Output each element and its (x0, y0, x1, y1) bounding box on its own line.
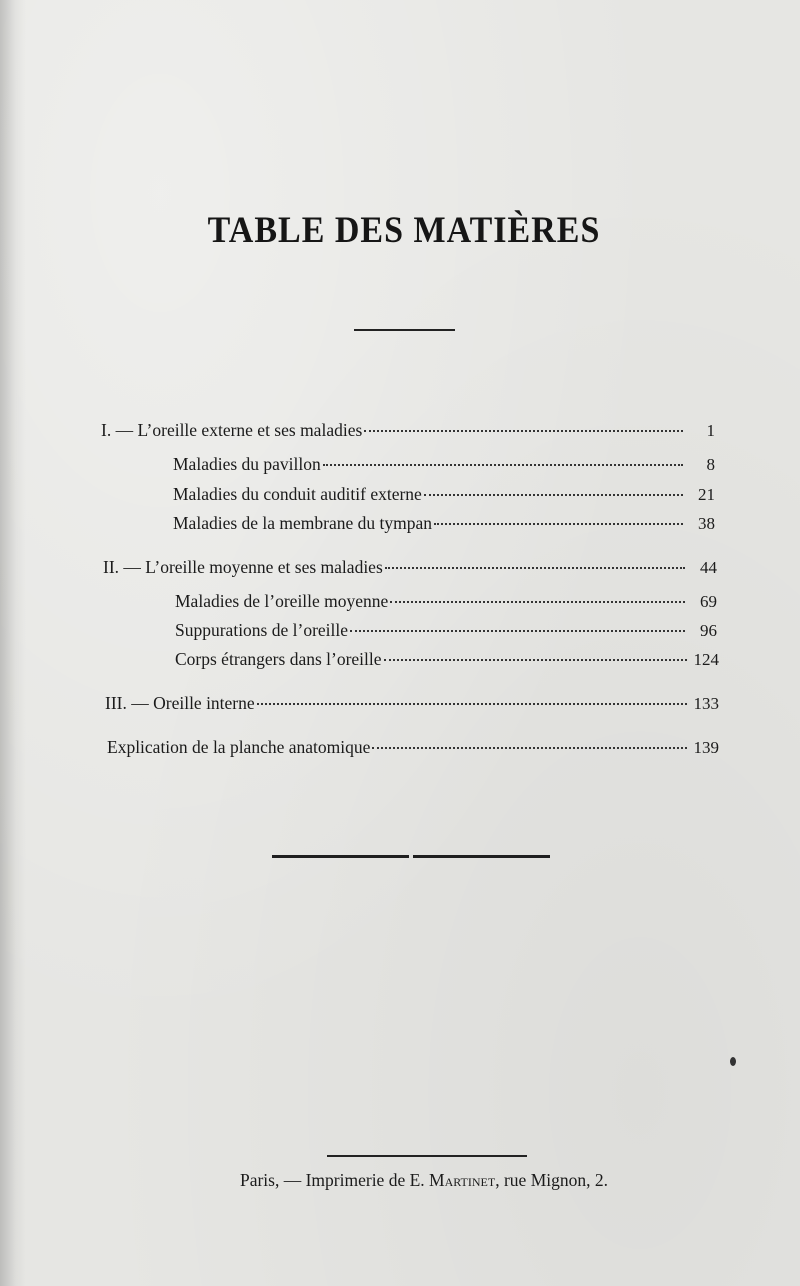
toc-entry (103, 557, 717, 581)
toc-leader-dots (434, 523, 683, 525)
title-rule (354, 329, 455, 331)
toc-entry (105, 693, 719, 717)
toc-entry-page: 69 (700, 592, 717, 611)
toc-entry-page: 1 (706, 421, 715, 440)
toc-entry-page: 133 (693, 694, 719, 713)
toc-entry-label: I. — L’oreille externe et ses maladies (101, 420, 363, 440)
section-end-rule-right (413, 855, 550, 858)
toc-entry-page: 96 (700, 621, 717, 640)
section-end-rule-left (272, 855, 409, 858)
toc-entry-label: Maladies du conduit auditif externe (173, 484, 422, 504)
toc-leader-dots (257, 703, 687, 705)
toc-entry-label: Explication de la planche anatomique (107, 737, 371, 757)
toc-entry-page: 139 (693, 738, 719, 757)
toc-leader-dots (385, 567, 685, 569)
toc-leader-dots (350, 630, 685, 632)
toc-entry (173, 454, 715, 478)
imprint-printer-name: Martinet (429, 1170, 496, 1190)
printer-imprint (0, 1170, 800, 1191)
section-end-rule (272, 855, 550, 859)
imprint-text-before: Paris, — Imprimerie de E. (239, 1170, 430, 1190)
toc-entry-page: 38 (698, 514, 715, 533)
page-gutter-shadow (0, 0, 26, 1286)
toc-entry-label: II. — L’oreille moyenne et ses maladies (103, 557, 383, 577)
imprint-rule (327, 1155, 527, 1157)
ink-speck (730, 1057, 736, 1066)
toc-leader-dots (424, 494, 683, 496)
toc-entry-page: 124 (693, 650, 719, 669)
toc-leader-dots (390, 601, 685, 603)
page-title: TABLE DES MATIÈRES (207, 210, 601, 251)
toc-entry (175, 620, 717, 644)
toc-entry-label: Maladies de l’oreille moyenne (175, 591, 389, 611)
toc-entry (101, 420, 715, 444)
toc-entry-label: Corps étrangers dans l’oreille (175, 649, 382, 669)
toc-entry (107, 737, 719, 761)
toc-entry-page: 44 (700, 558, 717, 577)
toc-leader-dots (364, 430, 683, 432)
toc-entry-label: III. — Oreille interne (105, 693, 255, 713)
toc-entry-label: Maladies du pavillon (173, 454, 321, 474)
toc-entry-label: Suppurations de l’oreille (175, 620, 349, 640)
toc-entry (173, 484, 715, 508)
toc-entry-label: Maladies de la membrane du tympan (173, 513, 433, 533)
toc-entry (175, 649, 719, 673)
toc-leader-dots (323, 464, 683, 466)
toc-entry-page: 21 (698, 485, 715, 504)
imprint-text-after: , rue Mignon, 2. (495, 1170, 608, 1190)
toc-leader-dots (384, 659, 687, 661)
toc-entry (175, 591, 717, 615)
toc-entry-page: 8 (706, 455, 715, 474)
toc-leader-dots (372, 747, 687, 749)
toc-entry (173, 513, 715, 537)
